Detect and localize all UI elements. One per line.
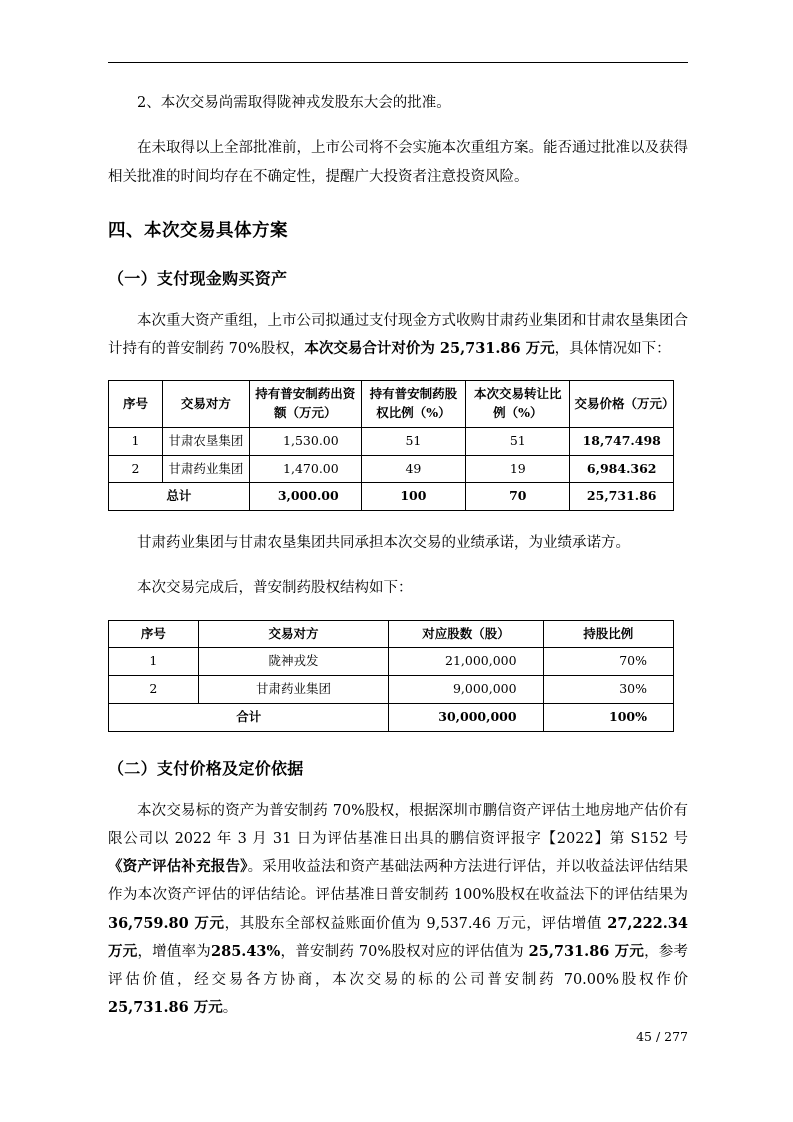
table1-header-2: 持有普安制药出资额（万元） (249, 381, 361, 428)
table1-r1-c4: 19 (466, 455, 570, 483)
table1-total-c3: 100 (361, 483, 465, 511)
table2-r0-c1: 陇神戎发 (198, 648, 389, 676)
table2-r1-c1: 甘肃药业集团 (198, 676, 389, 704)
text-restructuring-part-c: ，具体情况如下： (554, 341, 671, 358)
table2-header-2: 对应股数（股） (389, 620, 543, 648)
table2-r0-c2: 21,000,000 (389, 648, 543, 676)
text-appraisal-report-title: 《资产评估补充报告》 (108, 858, 248, 876)
paragraph-performance-commitment: 甘肃药业集团与甘肃农垦集团共同承担本次交易的业绩承诺，为业绩承诺方。 (137, 535, 630, 552)
table2-header-1: 交易对方 (198, 620, 389, 648)
table1-r1-c0: 2 (109, 455, 163, 483)
table2-r0-c0: 1 (109, 648, 199, 676)
text-valuation-part-13: 。 (222, 1000, 238, 1017)
table-row (109, 648, 674, 676)
header-rule (108, 62, 688, 63)
table1-total-c4: 70 (466, 483, 570, 511)
table1-body (109, 427, 674, 510)
text-valuation-part-7: ，增值率为 (137, 943, 212, 960)
table1-header-5: 交易价格（万元） (570, 381, 674, 428)
table2-header-0: 序号 (109, 620, 199, 648)
table-transaction-counterparties (108, 380, 674, 511)
text-total-consideration: 本次交易合计对价为 25,731.86 万元 (304, 340, 555, 358)
table2-header-3: 持股比例 (543, 620, 673, 648)
text-valuation-70pct: 25,731.86 万元 (528, 942, 645, 960)
table-total-row (109, 703, 674, 731)
subsection-heading-pricing-basis: （二）支付价格及定价依据 (108, 758, 304, 778)
table1-r0-c3: 51 (361, 427, 465, 455)
table-row (109, 455, 674, 483)
table-header-row (109, 381, 674, 428)
table2-body (109, 648, 674, 731)
table2-r1-c3: 30% (543, 676, 673, 704)
paragraph-restructuring-overview (108, 307, 688, 364)
text-valuation-part-1: 本次交易标的资产为普安制药 70%股权，根据深圳市鹏信资产评估土地房地产估价有限公司以 2022 年 3 月 31 日为评估基准日出具的鹏信资评报字【2022】第 S152 号 (108, 802, 688, 847)
table1-r1-c5: 6,984.362 (570, 455, 674, 483)
table-row (109, 676, 674, 704)
table1-total-c2: 3,000.00 (249, 483, 361, 511)
table2-r0-c3: 70% (543, 648, 673, 676)
table1-r0-c2: 1,530.00 (249, 427, 361, 455)
table1-header-4: 本次交易转让比例（%） (466, 381, 570, 428)
table-row (109, 427, 674, 455)
text-valuation-part-9: ，普安制药 70%股权对应的评估值为 (280, 943, 529, 960)
text-valuation-result-100pct: 36,759.80 万元 (108, 914, 225, 932)
text-increment-rate: 285.43% (211, 942, 281, 960)
table2-total-label: 合计 (109, 703, 389, 731)
text-final-price: 25,731.86 万元 (108, 999, 223, 1017)
table1-total-c5: 25,731.86 (570, 483, 674, 511)
table1-r0-c0: 1 (109, 427, 163, 455)
table1-header-0: 序号 (109, 381, 163, 428)
table-header-row (109, 620, 674, 648)
paragraph-risk-notice: 在未取得以上全部批准前，上市公司将不会实施本次重组方案。能否通过批准以及获得相关批准的时间均存在不确定性，提醒广大投资者注意投资风险。 (108, 140, 688, 185)
table1-header-3: 持有普安制药股权比例（%） (361, 381, 465, 428)
paragraph-approval-item-2: 2、本次交易尚需取得陇神戎发股东大会的批准。 (137, 95, 451, 111)
table1-r0-c4: 51 (466, 427, 570, 455)
table1-header-1: 交易对方 (162, 381, 249, 428)
table-equity-structure (108, 620, 674, 732)
paragraph-post-transaction-structure: 本次交易完成后，普安制药股权结构如下： (137, 580, 413, 597)
page-number: 45 / 277 (636, 1029, 688, 1044)
table1-r0-c5: 18,747.498 (570, 427, 674, 455)
page-content (108, 62, 688, 1040)
table1-r0-c1: 甘肃农垦集团 (162, 427, 249, 455)
table1-r1-c3: 49 (361, 455, 465, 483)
text-valuation-part-11: ，参考评估价值，经交易各方协商，本次交易的标的公司普安制药 70.00%股权作价 (108, 943, 689, 989)
table2-head (109, 620, 674, 648)
text-valuation-part-5: ，其股东全部权益账面价值为 9,537.46 万元，评估增值 (224, 915, 608, 932)
paragraph-valuation-details (108, 797, 688, 1023)
text-restructuring-part-a: 本次重大资产重组，上市公司拟通过支付现金方式收购甘肃药业集团和甘肃农垦集团合计持有的普安制药 70%股权， (108, 312, 688, 358)
table1-r1-c1: 甘肃药业集团 (162, 455, 249, 483)
text-valuation-part-3: 。采用收益法和资产基础法两种方法进行评估，并以收益法评估结果作为本次资产评估的评估结论。评估基准日普安制药 100%股权在收益法下的评估结果为 (108, 859, 688, 904)
section-heading-transaction-plan: 四、本次交易具体方案 (108, 220, 288, 241)
table1-head (109, 381, 674, 428)
table2-r1-c0: 2 (109, 676, 199, 704)
table1-r1-c2: 1,470.00 (249, 455, 361, 483)
subsection-heading-cash-purchase: （一）支付现金购买资产 (108, 268, 288, 288)
text-valuation-increment: 27,222.34 万元 (108, 914, 688, 960)
table-total-row (109, 483, 674, 511)
table1-total-label: 总计 (109, 483, 250, 511)
table2-r1-c2: 9,000,000 (389, 676, 543, 704)
table2-total-c3: 100% (543, 703, 673, 731)
table2-total-c2: 30,000,000 (389, 703, 543, 731)
